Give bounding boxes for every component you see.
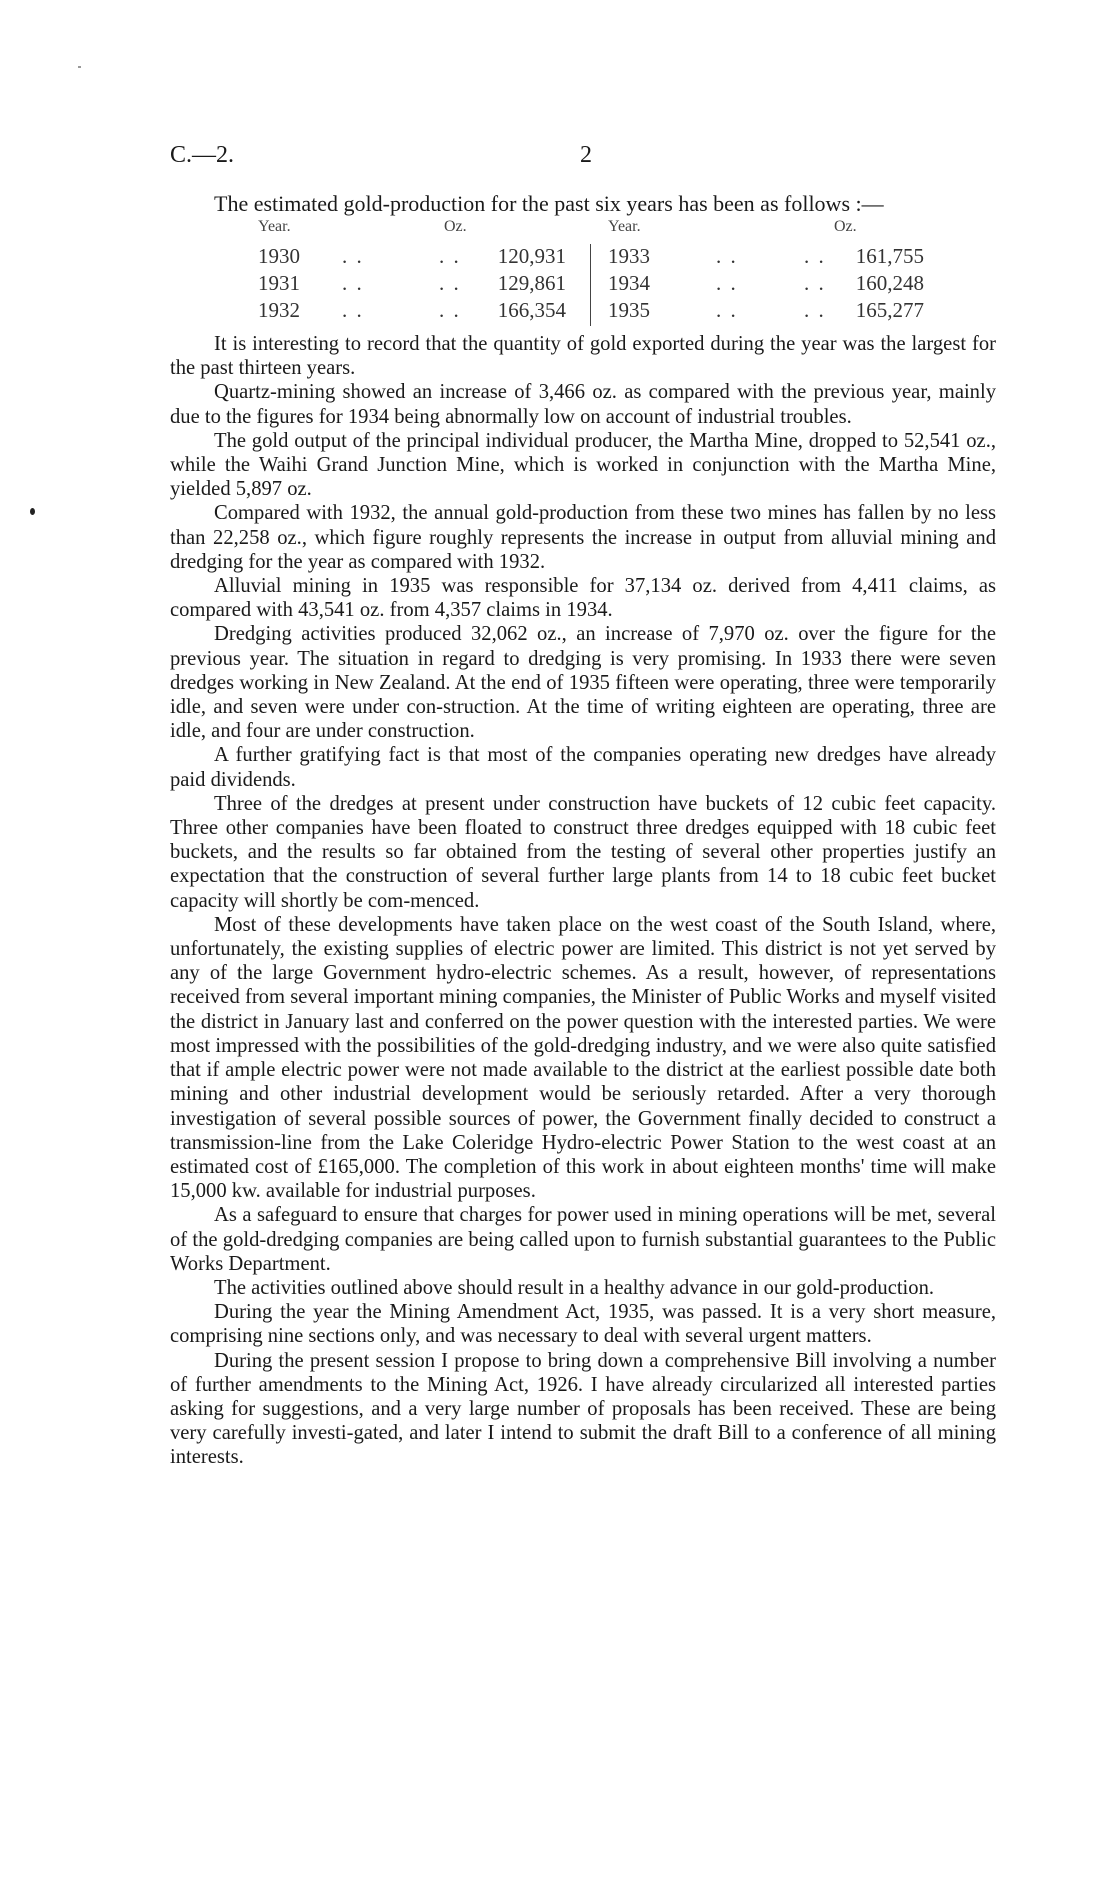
page-header [170, 142, 940, 176]
paragraph-dredging: Dredging activities produced 32,062 oz., an increase of 7,970 oz. over the figure for the previous year. The situation in regard to dredging is very promising. In 1933 there were seven dredges working in New Zealand. At the end of 1935 fifteen were operating, three were temporarily idle, and seven were under con-struction. At the time of writing eighteen are operating, three are idle, and four are under construction. [170, 623, 996, 743]
year-cell: 1931 [258, 271, 300, 295]
margin-speck [78, 66, 81, 68]
gold-production-table [254, 218, 934, 330]
year-cell: 1934 [608, 271, 650, 295]
paragraph-dividends: A further gratifying fact is that most of the companies operating new dredges have already paid dividends. [170, 744, 996, 791]
year-cell: 1930 [258, 244, 300, 268]
body-text [170, 332, 996, 1470]
paragraph-healthy-advance: The activities outlined above should result in a healthy advance in our gold-production. [214, 1276, 935, 1299]
oz-cell: 120,931 [497, 244, 566, 268]
oz-cell: 160,248 [855, 271, 924, 295]
paragraph-gold-exports: It is interesting to record that the quantity of gold exported during the year was the largest for the past thirteen years. [170, 333, 996, 380]
paragraph-safeguard: As a safeguard to ensure that charges for power used in mining operations will be met, several of the gold-dredging companies are being called upon to furnish substantial guarantees to the Public Works Department. [170, 1204, 996, 1275]
oz-cell: 129,861 [497, 271, 566, 295]
table-row: 1933 . . . . 161,755 [608, 244, 924, 268]
paragraph-dredge-construction: Three of the dredges at present under construction have buckets of 12 cubic feet capacity. Three other companies have been floated to construct three dredges equipped with 18 cubic feet buckets, and the results so far obtained from the testing of several other properties justify an expectation that the construction of several further large plants from 14 to 18 cubic feet bucket capacity will shortly be com-menced. [170, 792, 996, 912]
paragraph-martha-mine: The gold output of the principal individual producer, the Martha Mine, dropped to 52,541 oz., while the Waihi Grand Junction Mine, which is worked in conjunction with the Martha Mine, yielded 5,897 oz. [170, 429, 996, 501]
oz-cell: 165,277 [855, 298, 924, 322]
table-row: 1935 . . . . 165,277 [608, 298, 924, 322]
table-intro: The estimated gold-production for the past six years has been as follows :— [214, 191, 884, 216]
table-row: 1930 . . . . 120,931 [258, 244, 566, 268]
year-header: Year. [258, 218, 291, 235]
paragraph-comprehensive-bill: During the present session I propose to bring down a comprehensive Bill involving a number of further amendments to the Mining Act, 1926. I have already circularized all interested parties asking for suggestions, and a very large number of proposals has been received. These are being very carefully investi-gated, and later I intend to submit the draft Bill to a conference of all mining interests. [170, 1349, 996, 1469]
table-row: 1932 . . . . 166,354 [258, 298, 566, 322]
page-number: 2 [580, 142, 592, 168]
year-cell: 1933 [608, 244, 650, 268]
paragraph-amendment-act: During the year the Mining Amendment Act, 1935, was passed. It is a very short measure, comprising nine sections only, and was necessary to deal with several urgent matters. [170, 1301, 996, 1348]
document-code: C.—2. [170, 142, 235, 168]
table-row: 1934 . . . . 160,248 [608, 271, 924, 295]
year-cell: 1932 [258, 298, 300, 322]
oz-cell: 161,755 [855, 244, 924, 268]
paragraph-comparison-1932: Compared with 1932, the annual gold-production from these two mines has fallen by no less than 22,258 oz., which figure roughly represents the increase in output from alluvial mining and dredging for the year as compared with 1932. [170, 502, 996, 573]
paragraph-quartz-mining: Quartz-mining showed an increase of 3,466 oz. as compared with the previous year, mainly due to the figures for 1934 being abnormally low on account of industrial troubles. [170, 381, 996, 428]
oz-header: Oz. [834, 218, 857, 235]
year-header: Year. [608, 218, 641, 235]
oz-header: Oz. [444, 218, 467, 235]
paragraph-west-coast-power: Most of these developments have taken place on the west coast of the South Island, where, unfortunately, the existing supplies of electric power are limited. This district is not yet served by any of the large Government hydro-electric schemes. As a result, however, of representations received from several important mining companies, the Minister of Public Works and myself visited the district in January last and conferred on the power question with the interested parties. We were most impressed with the possibilities of the gold-dredging industry, and we were also quite satisfied that if ample electric power were not made available to the district at the earliest possible date both mining and other industrial development would be seriously retarded. After a very thorough investigation of several possible sources of power, the Government finally decided to construct a transmission-line from the Lake Coleridge Hydro-electric Power Station to the west coast at an estimated cost of £165,000. The completion of this work in about eighteen months' time will make 15,000 kw. available for industrial purposes. [170, 913, 996, 1203]
paragraph-alluvial-mining: Alluvial mining in 1935 was responsible for 37,134 oz. derived from 4,411 claims, as compared with 43,541 oz. from 4,357 claims in 1934. [170, 575, 996, 622]
oz-cell: 166,354 [497, 298, 566, 322]
year-cell: 1935 [608, 298, 650, 322]
table-row: 1931 . . . . 129,861 [258, 271, 566, 295]
margin-dot [30, 508, 35, 515]
column-divider [590, 244, 591, 326]
